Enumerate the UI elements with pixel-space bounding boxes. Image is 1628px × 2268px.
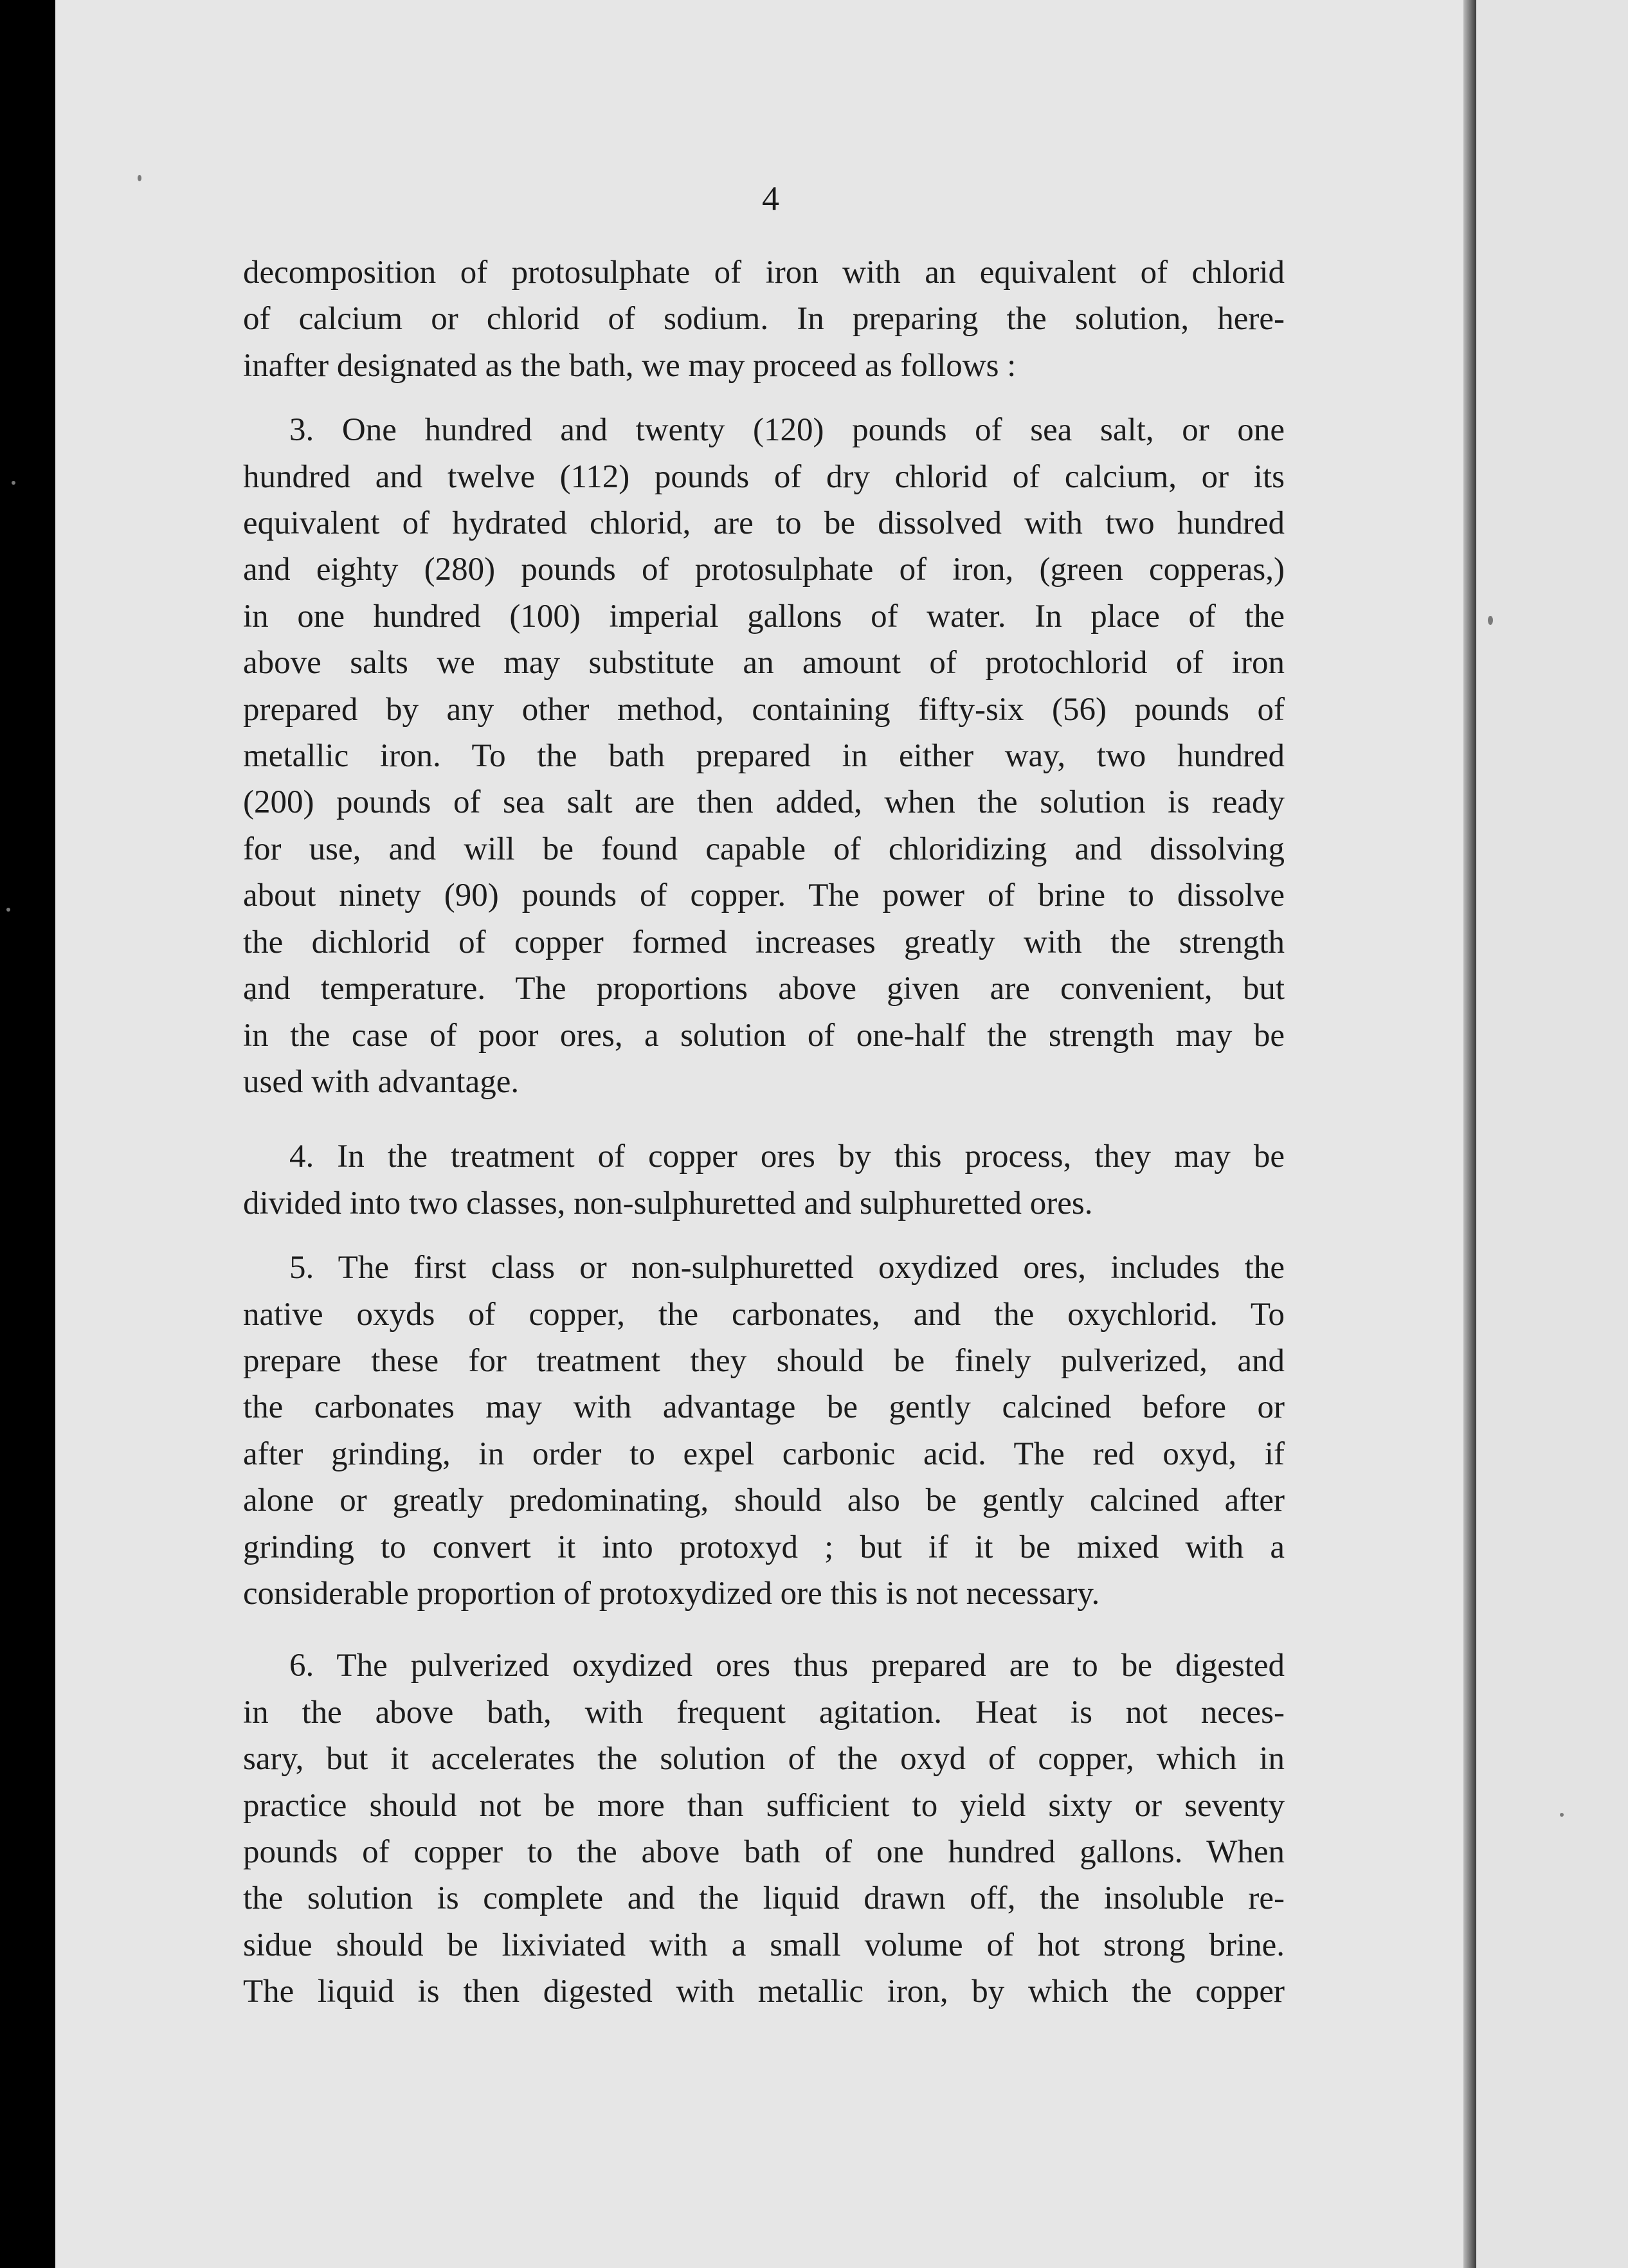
text-line: practice should not be more than sufficient to yield sixty or seventy xyxy=(243,1787,1285,1824)
body-text xyxy=(243,249,1285,2015)
text-line: prepare these for treatment they should be finely pulverized, and xyxy=(243,1342,1285,1379)
scan-speck xyxy=(1488,616,1493,625)
text-line: above salts we may substitute an amount of protochlorid of iron xyxy=(243,645,1285,681)
text-line: the dichlorid of copper formed increases greatly with the strength xyxy=(243,924,1285,960)
text-line: hundred and twelve (112) pounds of dry chlorid of calcium, or its xyxy=(243,458,1285,495)
text-line: and eighty (280) pounds of protosulphate of iron, (green copperas,) xyxy=(243,552,1285,588)
adjacent-page-edge xyxy=(1476,0,1628,2268)
text-line: for use, and will be found capable of chloridizing and dissolving xyxy=(243,831,1285,867)
text-line: divided into two classes, non-sulphuretted and sulphuretted ores. xyxy=(243,1185,1093,1221)
text-line: sidue should be lixiviated with a small volume of hot strong brine. xyxy=(243,1927,1285,1963)
text-line: 3. One hundred and twenty (120) pounds of sea salt, or one xyxy=(289,412,1285,449)
scan-speck xyxy=(6,908,10,912)
scan-speck xyxy=(138,175,141,181)
text-line: considerable proportion of protoxydized ore this is not necessary. xyxy=(243,1575,1100,1612)
paragraph-3 xyxy=(243,407,1285,1105)
text-line: native oxyds of copper, the carbonates, and the oxychlorid. To xyxy=(243,1296,1285,1333)
page-number: 4 xyxy=(762,179,779,218)
text-line: 6. The pulverized oxydized ores thus prepared are to be digested xyxy=(289,1648,1285,1684)
text-line: prepared by any other method, containing fifty-six (56) pounds of xyxy=(243,691,1285,728)
page-gutter-shadow xyxy=(1463,0,1476,2268)
text-line: alone or greatly predominating, should also be gently calcined after xyxy=(243,1482,1285,1519)
text-line: used with advantage. xyxy=(243,1063,520,1100)
paragraph-5 xyxy=(243,1245,1285,1617)
text-line: in one hundred (100) imperial gallons of water. In place of the xyxy=(243,598,1285,634)
text-line: decomposition of protosulphate of iron with an equivalent of chlorid xyxy=(243,255,1285,291)
text-line: inafter designated as the bath, we may proceed as follows : xyxy=(243,347,1017,384)
text-line: sary, but it accelerates the solution of the oxyd of copper, which in xyxy=(243,1741,1285,1778)
text-line: equivalent of hydrated chlorid, are to be dissolved with two hundred xyxy=(243,505,1285,542)
text-line: after grinding, in order to expel carbonic acid. The red oxyd, if xyxy=(243,1436,1285,1472)
text-line: metallic iron. To the bath prepared in either way, two hundred xyxy=(243,738,1285,775)
text-line: pounds of copper to the above bath of one hundred gallons. When xyxy=(243,1834,1285,1870)
paragraph-intro-continuation xyxy=(243,249,1285,389)
text-line: grinding to convert it into protoxyd ; but if it be mixed with a xyxy=(243,1529,1285,1565)
text-line: in the case of poor ores, a solution of one-half the strength may be xyxy=(243,1017,1285,1054)
text-line: 4. In the treatment of copper ores by this process, they may be xyxy=(289,1138,1285,1175)
text-line: the carbonates may with advantage be gently calcined before or xyxy=(243,1389,1285,1426)
text-line: The liquid is then digested with metallic iron, by which the copper xyxy=(243,1974,1285,2010)
text-line: (200) pounds of sea salt are then added, when the solution is ready xyxy=(243,784,1285,821)
text-line: 5. The first class or non-sulphuretted oxydized ores, includes the xyxy=(289,1250,1285,1286)
paragraph-4 xyxy=(243,1133,1285,1227)
text-line: and temperature. The proportions above given are convenient, but xyxy=(243,971,1285,1007)
text-line: of calcium or chlorid of sodium. In preparing the solution, here- xyxy=(243,301,1285,338)
text-line: about ninety (90) pounds of copper. The power of brine to dissolve xyxy=(243,878,1285,914)
paragraph-6 xyxy=(243,1643,1285,2015)
scan-speck xyxy=(12,481,15,485)
text-line: in the above bath, with frequent agitation. Heat is not neces- xyxy=(243,1694,1285,1731)
text-line: the solution is complete and the liquid drawn off, the insoluble re- xyxy=(243,1880,1285,1917)
scan-speck xyxy=(1560,1813,1564,1817)
